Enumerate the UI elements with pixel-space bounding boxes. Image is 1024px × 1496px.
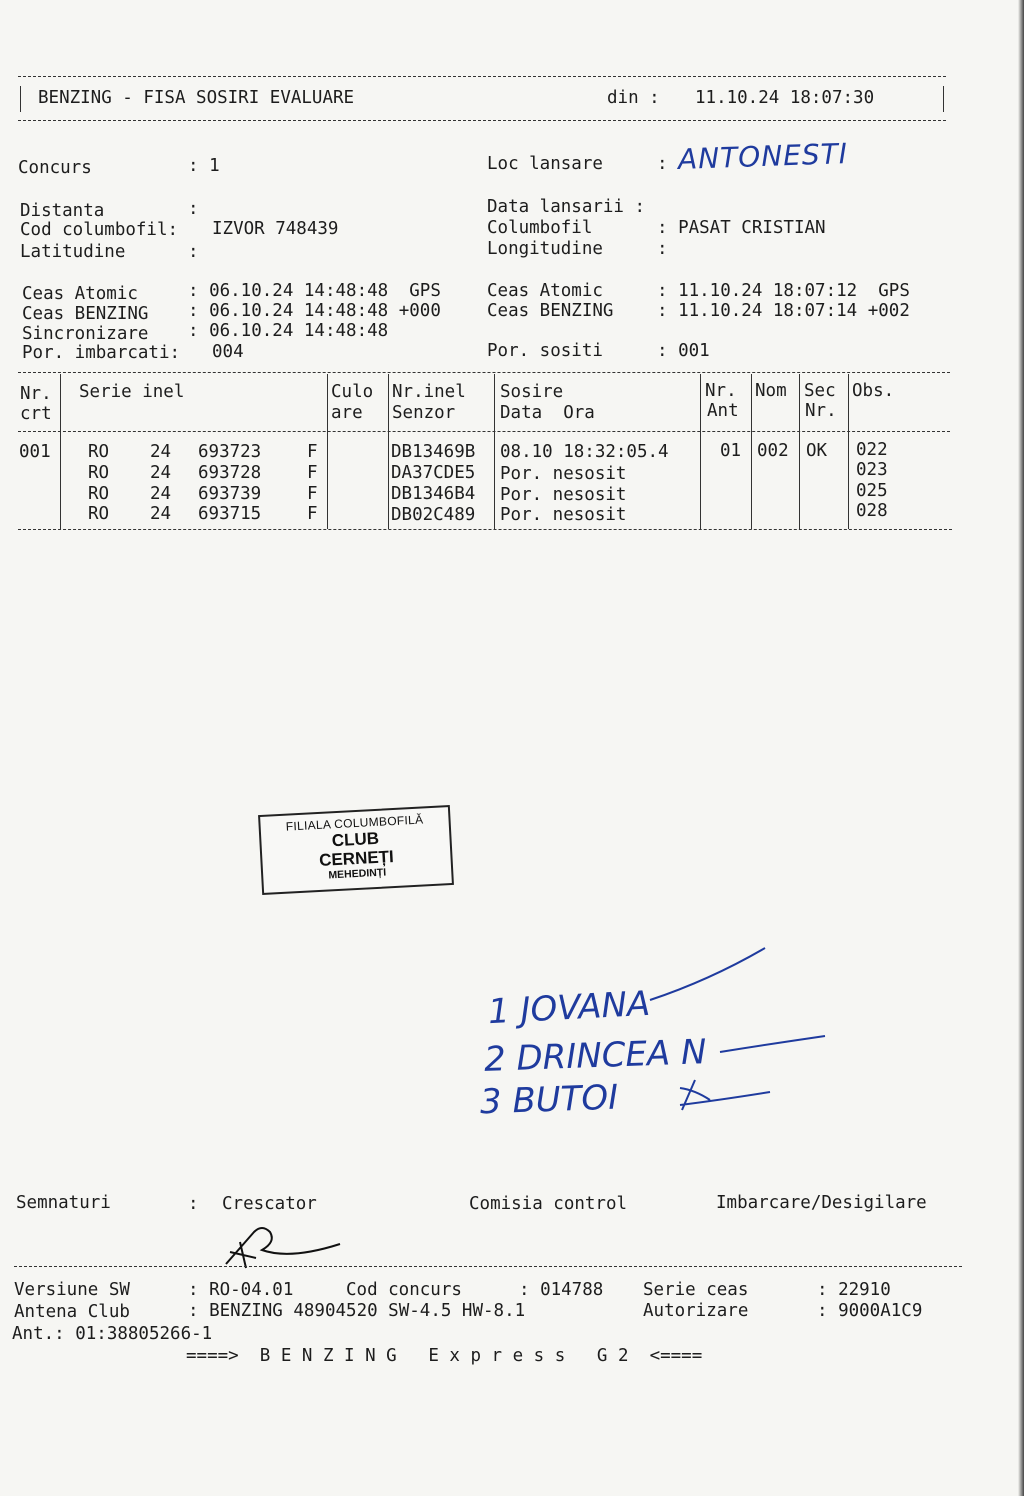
cod-columbofil-value: IZVOR 748439 [212, 219, 339, 239]
stamp-line-4: MEHEDINȚI [328, 866, 387, 882]
cell-sex: F [307, 442, 318, 462]
col-divider [494, 374, 495, 529]
por-sositi-label: Por. sositi [487, 341, 603, 361]
stamp-line-3: CERNEȚI [318, 847, 395, 870]
th-nr-ant-1: Nr. [705, 381, 737, 401]
versiune-label: Versiune SW [14, 1280, 130, 1300]
th-nr-ant-2: Ant [707, 401, 739, 421]
cell-country: RO [88, 442, 110, 462]
th-sec-2: Nr. [805, 401, 837, 421]
cell-sex: F [307, 463, 318, 483]
cell-sensor: DA37CDE5 [391, 463, 476, 483]
autorizare-value: : 9000A1C9 [817, 1301, 923, 1321]
cell-year: 24 [150, 442, 172, 462]
cell-ring: 693739 [198, 484, 262, 504]
th-nr-crt-1: Nr. [20, 384, 52, 404]
cod-columbofil-label: Cod columbofil: [20, 220, 179, 240]
cell-sosire: Por. nesosit [500, 485, 627, 505]
ceas-benzing-end-label: Ceas BENZING [487, 301, 614, 321]
stamp-line-1: FILIALA COLUMBOFILĂ [285, 812, 424, 834]
table-bottom-border [18, 529, 952, 530]
cod-concurs-label: Cod concurs [346, 1280, 462, 1300]
latitudine-label: Latitudine [20, 242, 126, 262]
th-nrinel-2: Senzor [392, 403, 456, 423]
cell-country: RO [88, 484, 110, 504]
cell-sec: OK [806, 441, 828, 461]
handwritten-strokes [600, 940, 840, 1140]
semnaturi-label: Semnaturi [16, 1193, 111, 1213]
din-label: din : [607, 88, 660, 108]
cell-sensor: DB02C489 [391, 505, 476, 525]
cell-obs: 022 [856, 440, 888, 460]
comisia-label: Comisia control [469, 1194, 628, 1214]
din-value: 11.10.24 18:07:30 [695, 88, 875, 108]
cell-sex: F [307, 484, 318, 504]
autorizare-label: Autorizare [643, 1301, 749, 1321]
document-title: BENZING - FISA SOSIRI EVALUARE [38, 88, 355, 108]
longitudine-value: : [657, 239, 668, 259]
concurs-label: Concurs [18, 158, 92, 178]
handwritten-line-3: 3 BUTOI [479, 1077, 619, 1123]
cell-obs: 023 [856, 460, 888, 480]
cell-ring: 693715 [198, 504, 262, 524]
cell-nom: 002 [757, 441, 789, 461]
header-right-border [943, 86, 944, 112]
th-sec-1: Sec [804, 381, 836, 401]
footer-top-border [14, 1266, 962, 1267]
loc-lansare-handwritten: ANTONESTI [677, 137, 849, 176]
cell-sosire: Por. nesosit [500, 505, 627, 525]
col-divider [799, 374, 800, 529]
cell-sensor: DB13469B [391, 442, 476, 462]
ceas-atomic-start-value: : 06.10.24 14:48:48 GPS [188, 281, 441, 301]
serie-ceas-value: : 22910 [817, 1280, 891, 1300]
th-serie-inel: Serie inel [79, 382, 185, 402]
loc-lansare-label: Loc lansare [487, 154, 603, 174]
columbofil-value: : PASAT CRISTIAN [657, 218, 826, 238]
cell-obs: 025 [856, 481, 888, 501]
page-edge-shadow [1018, 0, 1024, 1496]
th-sosire-1: Sosire [500, 382, 564, 402]
cell-nr-crt: 001 [19, 442, 51, 462]
handwritten-line-1: 1 JOVANA [487, 983, 652, 1033]
th-culoare-2: are [331, 403, 363, 423]
ceas-atomic-end-value: : 11.10.24 18:07:12 GPS [657, 281, 910, 301]
semnaturi-colon: : [188, 1194, 199, 1214]
cell-sex: F [307, 504, 318, 524]
cell-year: 24 [150, 463, 172, 483]
th-nom: Nom [755, 381, 787, 401]
header-bottom-border [18, 120, 946, 121]
serie-ceas-label: Serie ceas [643, 1280, 749, 1300]
col-divider [848, 374, 849, 529]
ceas-benzing-end-value: : 11.10.24 18:07:14 +002 [657, 301, 910, 321]
cell-country: RO [88, 463, 110, 483]
data-lansarii-label: Data lansarii : [487, 197, 646, 217]
handwritten-line-2: 2 DRINCEA N [483, 1032, 708, 1080]
header-top-border [18, 76, 946, 77]
columbofil-label: Columbofil [487, 218, 593, 238]
cod-concurs-value: : 014788 [519, 1280, 604, 1300]
club-stamp [258, 805, 454, 895]
cell-ring: 693723 [198, 442, 262, 462]
longitudine-label: Longitudine [487, 239, 603, 259]
cell-year: 24 [150, 484, 172, 504]
table-top-border [18, 372, 950, 373]
th-obs: Obs. [852, 381, 895, 401]
antena-label: Antena Club [14, 1302, 130, 1322]
por-imbarcati-value: 004 [212, 342, 244, 362]
sincronizare-label: Sincronizare [22, 324, 149, 344]
express-banner: ====> B E N Z I N G E x p r e s s G 2 <==== [186, 1346, 703, 1366]
th-nr-crt-2: crt [20, 404, 52, 424]
header-left-border [20, 86, 21, 112]
ceas-benzing-start-label: Ceas BENZING [22, 304, 149, 324]
sincronizare-value: : 06.10.24 14:48:48 [188, 321, 389, 341]
concurs-value: : 1 [188, 156, 220, 176]
por-sositi-value: : 001 [657, 341, 710, 361]
ceas-benzing-start-value: : 06.10.24 14:48:48 +000 [188, 301, 441, 321]
distanta-label: Distanta [20, 201, 105, 221]
distanta-value: : [188, 199, 199, 219]
cell-sensor: DB1346B4 [391, 484, 476, 504]
loc-lansare-colon: : [657, 154, 668, 174]
ant-info: Ant.: 01:38805266-1 [12, 1324, 213, 1344]
th-culoare-1: Culo [331, 382, 374, 402]
ceas-atomic-start-label: Ceas Atomic [22, 284, 138, 304]
crescator-label: Crescator [222, 1194, 317, 1214]
col-divider [700, 374, 701, 529]
table-header-border [18, 431, 950, 432]
cell-sosire: Por. nesosit [500, 464, 627, 484]
versiune-value: : RO-04.01 [188, 1280, 294, 1300]
col-divider [751, 374, 752, 529]
por-imbarcati-label: Por. imbarcati: [22, 343, 181, 363]
stamp-line-2: CLUB [331, 828, 380, 851]
latitudine-value: : [188, 242, 199, 262]
ceas-atomic-end-label: Ceas Atomic [487, 281, 603, 301]
imbarcare-label: Imbarcare/Desigilare [716, 1193, 927, 1213]
th-sosire-2: Data Ora [500, 403, 595, 423]
th-nrinel-1: Nr.inel [392, 382, 466, 402]
cell-ring: 693728 [198, 463, 262, 483]
col-divider [60, 374, 61, 529]
col-divider [388, 374, 389, 529]
col-divider [327, 374, 328, 529]
crescator-signature [210, 1222, 350, 1272]
cell-nr-ant: 01 [720, 441, 742, 461]
antena-value: : BENZING 48904520 SW-4.5 HW-8.1 [188, 1301, 526, 1321]
cell-country: RO [88, 504, 110, 524]
cell-obs: 028 [856, 501, 888, 521]
cell-sosire: 08.10 18:32:05.4 [500, 442, 669, 462]
cell-year: 24 [150, 504, 172, 524]
